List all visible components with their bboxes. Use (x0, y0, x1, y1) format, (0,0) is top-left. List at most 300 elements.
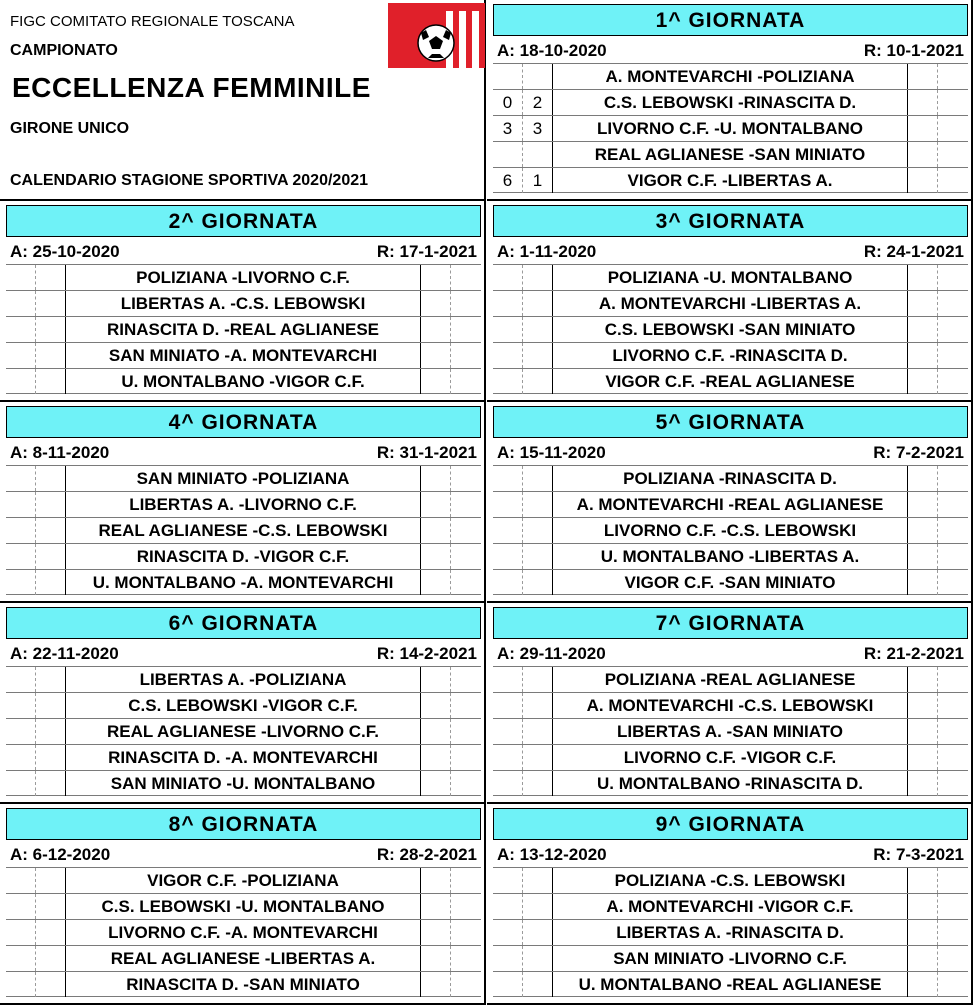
match-teams: VIGOR C.F. -REAL AGLIANESE (553, 369, 908, 394)
round-block (0, 804, 486, 1005)
away-score-ritorno (451, 946, 481, 971)
home-score-ritorno (421, 920, 451, 945)
match-teams: A. MONTEVARCHI -REAL AGLIANESE (553, 492, 908, 517)
away-score-andata (523, 667, 553, 692)
round-dates (493, 38, 968, 62)
away-score-ritorno (938, 745, 968, 770)
home-score-andata (6, 868, 36, 893)
match-row (493, 167, 968, 193)
round-title: 9^ GIORNATA (493, 808, 968, 840)
away-score-andata (36, 317, 66, 342)
round-dates (6, 842, 481, 866)
home-score-ritorno (908, 466, 938, 491)
match-row (493, 867, 968, 893)
home-score-andata (493, 868, 523, 893)
home-score-ritorno (421, 265, 451, 290)
match-row (6, 666, 481, 692)
home-score-ritorno (908, 142, 938, 167)
away-score-andata: 2 (523, 90, 553, 115)
match-row (6, 543, 481, 569)
match-row (6, 264, 481, 290)
away-score-ritorno (938, 265, 968, 290)
match-teams: RINASCITA D. -A. MONTEVARCHI (66, 745, 421, 770)
andata-date: A: 1-11-2020 (497, 242, 597, 261)
away-score-ritorno (451, 693, 481, 718)
away-score-andata (36, 544, 66, 569)
away-score-ritorno (938, 369, 968, 394)
match-row (493, 971, 968, 997)
home-score-andata (493, 265, 523, 290)
match-row (6, 290, 481, 316)
away-score-andata (523, 771, 553, 796)
match-teams: A. MONTEVARCHI -POLIZIANA (553, 64, 908, 89)
home-score-ritorno (908, 719, 938, 744)
away-score-ritorno (451, 745, 481, 770)
home-score-andata (493, 466, 523, 491)
home-score-andata: 0 (493, 90, 523, 115)
away-score-andata (523, 745, 553, 770)
home-score-ritorno (908, 946, 938, 971)
away-score-andata (523, 492, 553, 517)
away-score-andata (36, 518, 66, 543)
match-row (6, 770, 481, 796)
away-score-ritorno (938, 972, 968, 997)
home-score-andata (6, 265, 36, 290)
home-score-andata (493, 369, 523, 394)
match-row (493, 543, 968, 569)
home-score-andata (493, 544, 523, 569)
match-teams: U. MONTALBANO -A. MONTEVARCHI (66, 570, 421, 595)
home-score-ritorno (908, 868, 938, 893)
home-score-andata: 6 (493, 168, 523, 193)
match-row (493, 342, 968, 368)
away-score-andata: 1 (523, 168, 553, 193)
away-score-andata (36, 946, 66, 971)
match-teams: POLIZIANA -LIVORNO C.F. (66, 265, 421, 290)
round-dates (6, 440, 481, 464)
away-score-andata (523, 518, 553, 543)
away-score-ritorno (451, 667, 481, 692)
home-score-andata (493, 946, 523, 971)
away-score-ritorno (938, 667, 968, 692)
match-teams: RINASCITA D. -REAL AGLIANESE (66, 317, 421, 342)
away-score-andata (523, 693, 553, 718)
home-score-andata (6, 518, 36, 543)
home-score-ritorno (908, 518, 938, 543)
andata-date: A: 22-11-2020 (10, 644, 119, 663)
match-row (6, 569, 481, 595)
season-label: CALENDARIO STAGIONE SPORTIVA 2020/2021 (10, 172, 369, 189)
home-score-andata (493, 894, 523, 919)
match-row (493, 290, 968, 316)
ritorno-date: R: 28-2-2021 (376, 845, 477, 864)
home-score-andata (6, 920, 36, 945)
away-score-ritorno (451, 719, 481, 744)
home-score-ritorno (908, 745, 938, 770)
away-score-ritorno (451, 544, 481, 569)
match-teams: LIBERTAS A. -RINASCITA D. (553, 920, 908, 945)
away-score-ritorno (451, 369, 481, 394)
round-block (487, 804, 973, 1005)
home-score-andata (6, 291, 36, 316)
away-score-andata (36, 920, 66, 945)
home-score-ritorno (908, 667, 938, 692)
match-teams: C.S. LEBOWSKI -U. MONTALBANO (66, 894, 421, 919)
away-score-ritorno (451, 265, 481, 290)
home-score-andata (493, 492, 523, 517)
away-score-andata (523, 920, 553, 945)
home-score-ritorno (908, 894, 938, 919)
match-teams: LIBERTAS A. -C.S. LEBOWSKI (66, 291, 421, 316)
match-teams: POLIZIANA -REAL AGLIANESE (553, 667, 908, 692)
league-title: ECCELLENZA FEMMINILE (12, 72, 371, 103)
home-score-andata (493, 920, 523, 945)
home-score-ritorno (421, 518, 451, 543)
match-list (6, 666, 481, 796)
match-row (493, 919, 968, 945)
home-score-ritorno (908, 369, 938, 394)
home-score-ritorno (908, 168, 938, 193)
home-score-ritorno (421, 946, 451, 971)
away-score-andata (36, 343, 66, 368)
round-dates (6, 641, 481, 665)
away-score-ritorno (938, 168, 968, 193)
away-score-andata (523, 719, 553, 744)
home-score-ritorno (421, 667, 451, 692)
round-title: 2^ GIORNATA (6, 205, 481, 237)
away-score-ritorno (451, 317, 481, 342)
match-teams: SAN MINIATO -LIVORNO C.F. (553, 946, 908, 971)
away-score-andata (523, 868, 553, 893)
match-teams: SAN MINIATO -A. MONTEVARCHI (66, 343, 421, 368)
away-score-andata (523, 972, 553, 997)
match-row (493, 945, 968, 971)
round-block (0, 201, 486, 402)
home-score-andata: 3 (493, 116, 523, 141)
home-score-andata (493, 317, 523, 342)
home-score-andata (6, 693, 36, 718)
home-score-ritorno (908, 265, 938, 290)
match-row (6, 465, 481, 491)
home-score-andata (6, 369, 36, 394)
match-teams: A. MONTEVARCHI -VIGOR C.F. (553, 894, 908, 919)
ritorno-date: R: 31-1-2021 (376, 443, 477, 462)
home-score-ritorno (421, 719, 451, 744)
home-score-ritorno (908, 317, 938, 342)
away-score-andata (36, 771, 66, 796)
match-teams: VIGOR C.F. -POLIZIANA (66, 868, 421, 893)
away-score-ritorno (451, 894, 481, 919)
away-score-andata (36, 693, 66, 718)
match-teams: C.S. LEBOWSKI -RINASCITA D. (553, 90, 908, 115)
away-score-andata (36, 719, 66, 744)
away-score-ritorno (451, 466, 481, 491)
round-title: 3^ GIORNATA (493, 205, 968, 237)
away-score-andata (36, 466, 66, 491)
home-score-andata (493, 343, 523, 368)
round-dates (6, 239, 481, 263)
group-label: GIRONE UNICO (10, 120, 130, 137)
home-score-andata (6, 343, 36, 368)
match-teams: LIBERTAS A. -LIVORNO C.F. (66, 492, 421, 517)
match-row (493, 569, 968, 595)
match-row (493, 316, 968, 342)
andata-date: A: 13-12-2020 (497, 845, 607, 864)
home-score-andata (6, 492, 36, 517)
home-score-andata (6, 544, 36, 569)
match-list (6, 465, 481, 595)
away-score-ritorno (938, 570, 968, 595)
away-score-ritorno (938, 317, 968, 342)
home-score-ritorno (908, 920, 938, 945)
home-score-ritorno (908, 291, 938, 316)
match-row (493, 465, 968, 491)
home-score-andata (6, 946, 36, 971)
match-teams: C.S. LEBOWSKI -VIGOR C.F. (66, 693, 421, 718)
home-score-ritorno (421, 894, 451, 919)
match-row (493, 141, 968, 167)
match-row (6, 945, 481, 971)
andata-date: A: 29-11-2020 (497, 644, 606, 663)
home-score-andata (6, 667, 36, 692)
match-teams: U. MONTALBANO -RINASCITA D. (553, 771, 908, 796)
match-row (6, 919, 481, 945)
away-score-ritorno (451, 972, 481, 997)
match-row (6, 368, 481, 394)
away-score-andata (523, 369, 553, 394)
away-score-andata (36, 894, 66, 919)
home-score-andata (493, 719, 523, 744)
home-score-andata (6, 570, 36, 595)
away-score-ritorno (938, 90, 968, 115)
home-score-andata (493, 518, 523, 543)
away-score-andata (523, 291, 553, 316)
home-score-ritorno (421, 693, 451, 718)
home-score-andata (493, 291, 523, 316)
away-score-ritorno (451, 518, 481, 543)
match-list (493, 63, 968, 193)
away-score-ritorno (938, 771, 968, 796)
home-score-ritorno (908, 972, 938, 997)
match-teams: LIVORNO C.F. -A. MONTEVARCHI (66, 920, 421, 945)
match-row (493, 264, 968, 290)
match-list (6, 867, 481, 997)
match-teams: U. MONTALBANO -LIBERTAS A. (553, 544, 908, 569)
away-score-ritorno (938, 544, 968, 569)
match-teams: POLIZIANA -C.S. LEBOWSKI (553, 868, 908, 893)
round-title: 7^ GIORNATA (493, 607, 968, 639)
org-name: FIGC COMITATO REGIONALE TOSCANA (10, 13, 295, 30)
round-dates (493, 641, 968, 665)
match-row (493, 744, 968, 770)
ritorno-date: R: 21-2-2021 (863, 644, 964, 663)
away-score-andata (36, 265, 66, 290)
match-row (493, 666, 968, 692)
match-teams: VIGOR C.F. -SAN MINIATO (553, 570, 908, 595)
andata-date: A: 8-11-2020 (10, 443, 110, 462)
match-list (493, 465, 968, 595)
away-score-andata (523, 265, 553, 290)
match-row (6, 971, 481, 997)
home-score-ritorno (908, 570, 938, 595)
home-score-ritorno (908, 343, 938, 368)
home-score-andata (6, 466, 36, 491)
away-score-ritorno (938, 868, 968, 893)
match-row (6, 316, 481, 342)
round-title: 1^ GIORNATA (493, 4, 968, 36)
match-row (493, 517, 968, 543)
away-score-ritorno (451, 343, 481, 368)
header-panel (0, 0, 486, 201)
away-score-andata (36, 369, 66, 394)
home-score-ritorno (421, 492, 451, 517)
away-score-ritorno (451, 868, 481, 893)
home-score-andata (493, 771, 523, 796)
away-score-andata (523, 142, 553, 167)
match-teams: C.S. LEBOWSKI -SAN MINIATO (553, 317, 908, 342)
home-score-andata (6, 719, 36, 744)
away-score-ritorno (938, 693, 968, 718)
match-teams: REAL AGLIANESE -LIVORNO C.F. (66, 719, 421, 744)
andata-date: A: 25-10-2020 (10, 242, 120, 261)
away-score-ritorno (451, 920, 481, 945)
round-block (487, 0, 973, 201)
ritorno-date: R: 7-3-2021 (873, 845, 964, 864)
home-score-andata (493, 745, 523, 770)
away-score-andata (523, 946, 553, 971)
match-teams: U. MONTALBANO -REAL AGLIANESE (553, 972, 908, 997)
away-score-ritorno (451, 771, 481, 796)
match-row (493, 692, 968, 718)
home-score-ritorno (908, 693, 938, 718)
home-score-ritorno (908, 90, 938, 115)
ritorno-date: R: 7-2-2021 (873, 443, 964, 462)
away-score-andata (36, 667, 66, 692)
away-score-andata (36, 972, 66, 997)
home-score-ritorno (421, 466, 451, 491)
match-teams: REAL AGLIANESE -C.S. LEBOWSKI (66, 518, 421, 543)
andata-date: A: 6-12-2020 (10, 845, 111, 864)
away-score-ritorno (938, 116, 968, 141)
match-teams: SAN MINIATO -U. MONTALBANO (66, 771, 421, 796)
round-block (487, 201, 973, 402)
home-score-andata (6, 745, 36, 770)
home-score-ritorno (908, 771, 938, 796)
round-dates (493, 842, 968, 866)
away-score-ritorno (938, 894, 968, 919)
match-row (493, 491, 968, 517)
match-row (6, 491, 481, 517)
soccer-ball-logo-icon (388, 3, 485, 68)
home-score-ritorno (421, 291, 451, 316)
away-score-andata (523, 544, 553, 569)
match-row (493, 89, 968, 115)
away-score-andata (36, 291, 66, 316)
home-score-ritorno (421, 544, 451, 569)
home-score-ritorno (421, 369, 451, 394)
match-row (493, 718, 968, 744)
home-score-ritorno (421, 972, 451, 997)
home-score-ritorno (421, 771, 451, 796)
away-score-ritorno (938, 492, 968, 517)
match-row (6, 517, 481, 543)
ritorno-date: R: 10-1-2021 (863, 41, 964, 60)
away-score-andata (523, 343, 553, 368)
round-block (0, 603, 486, 804)
match-teams: LIVORNO C.F. -RINASCITA D. (553, 343, 908, 368)
andata-date: A: 15-11-2020 (497, 443, 606, 462)
home-score-ritorno (908, 492, 938, 517)
round-block (487, 603, 973, 804)
match-teams: POLIZIANA -U. MONTALBANO (553, 265, 908, 290)
home-score-andata (493, 693, 523, 718)
away-score-andata (523, 317, 553, 342)
away-score-andata (36, 868, 66, 893)
round-block (487, 402, 973, 603)
match-list (493, 666, 968, 796)
home-score-andata (6, 972, 36, 997)
home-score-ritorno (421, 343, 451, 368)
home-score-ritorno (908, 64, 938, 89)
match-teams: A. MONTEVARCHI -LIBERTAS A. (553, 291, 908, 316)
home-score-ritorno (421, 745, 451, 770)
match-row (493, 368, 968, 394)
away-score-ritorno (938, 719, 968, 744)
away-score-andata (36, 745, 66, 770)
away-score-ritorno (938, 518, 968, 543)
match-teams: U. MONTALBANO -VIGOR C.F. (66, 369, 421, 394)
round-block (0, 402, 486, 603)
away-score-ritorno (938, 946, 968, 971)
ritorno-date: R: 17-1-2021 (376, 242, 477, 261)
match-teams: A. MONTEVARCHI -C.S. LEBOWSKI (553, 693, 908, 718)
match-teams: POLIZIANA -RINASCITA D. (553, 466, 908, 491)
home-score-andata (6, 894, 36, 919)
round-dates (493, 440, 968, 464)
away-score-andata: 3 (523, 116, 553, 141)
home-score-andata (6, 771, 36, 796)
away-score-ritorno (938, 291, 968, 316)
away-score-ritorno (938, 466, 968, 491)
away-score-andata (523, 64, 553, 89)
match-row (6, 718, 481, 744)
match-teams: LIBERTAS A. -POLIZIANA (66, 667, 421, 692)
match-row (6, 744, 481, 770)
away-score-ritorno (451, 492, 481, 517)
home-score-ritorno (421, 868, 451, 893)
match-teams: LIVORNO C.F. -C.S. LEBOWSKI (553, 518, 908, 543)
match-teams: VIGOR C.F. -LIBERTAS A. (553, 168, 908, 193)
away-score-andata (523, 570, 553, 595)
home-score-andata (493, 142, 523, 167)
away-score-ritorno (938, 64, 968, 89)
match-teams: LIBERTAS A. -SAN MINIATO (553, 719, 908, 744)
away-score-andata (36, 492, 66, 517)
match-teams: RINASCITA D. -SAN MINIATO (66, 972, 421, 997)
ritorno-date: R: 14-2-2021 (376, 644, 477, 663)
match-row (6, 867, 481, 893)
away-score-ritorno (938, 343, 968, 368)
match-teams: LIVORNO C.F. -U. MONTALBANO (553, 116, 908, 141)
home-score-andata (493, 667, 523, 692)
home-score-andata (493, 570, 523, 595)
round-title: 5^ GIORNATA (493, 406, 968, 438)
away-score-andata (523, 466, 553, 491)
round-title: 8^ GIORNATA (6, 808, 481, 840)
home-score-andata (493, 64, 523, 89)
match-teams: SAN MINIATO -POLIZIANA (66, 466, 421, 491)
away-score-ritorno (938, 920, 968, 945)
